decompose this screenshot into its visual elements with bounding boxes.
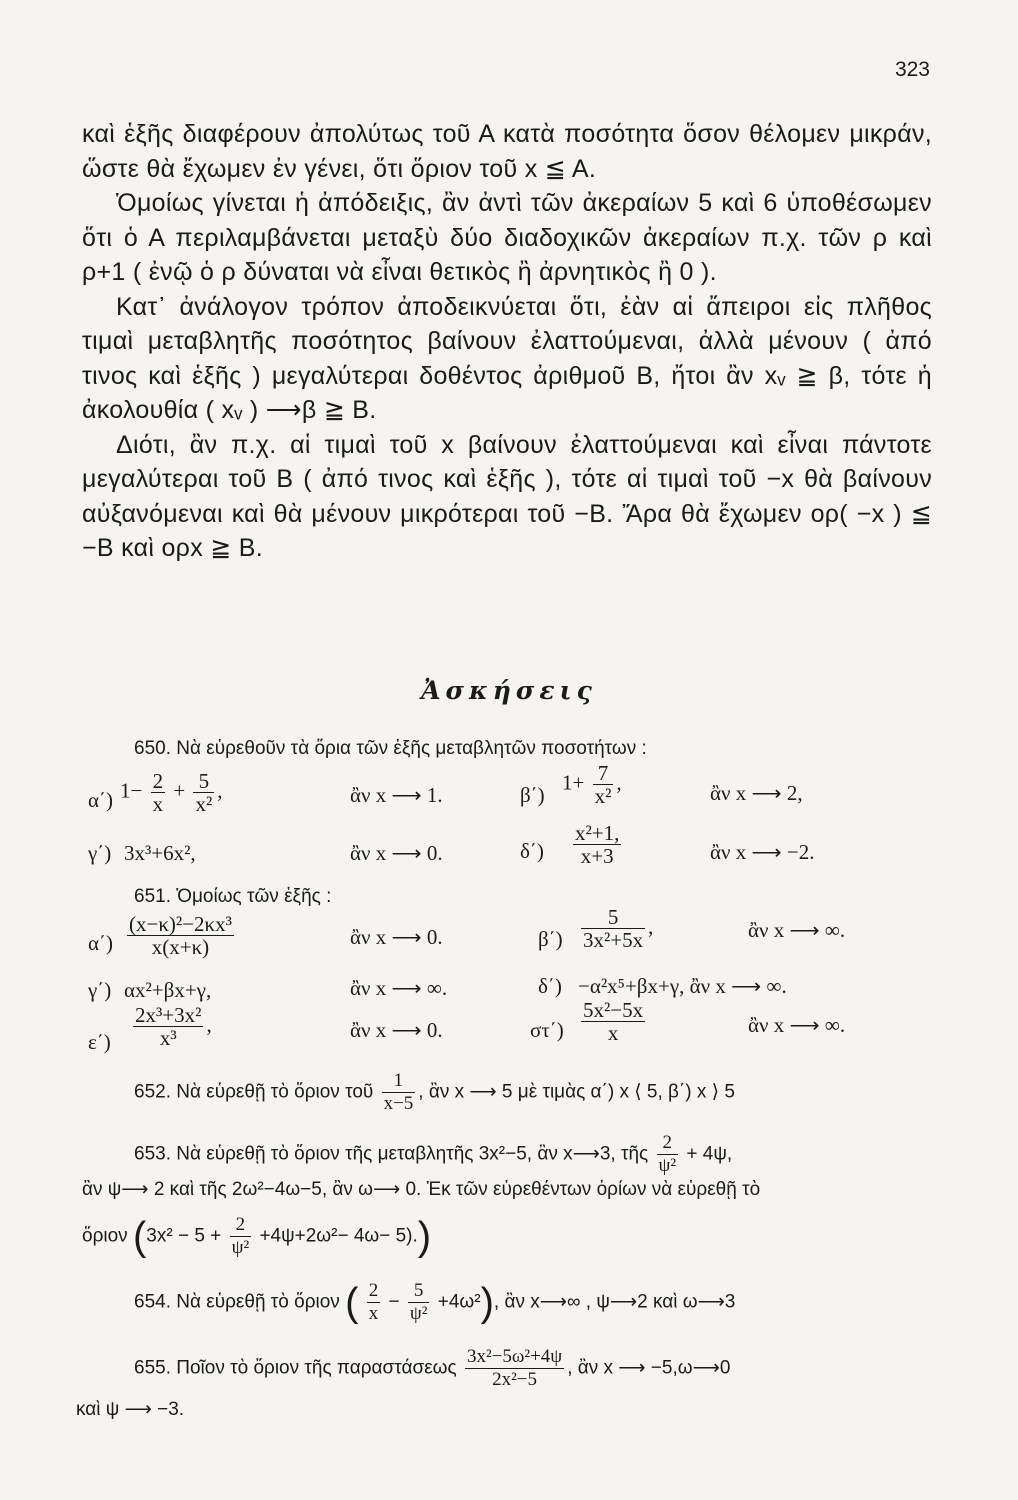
exercise-651f — [578, 999, 648, 1044]
exercise-650b — [562, 762, 622, 807]
fraction — [657, 1132, 679, 1177]
fraction — [581, 906, 645, 951]
exercise-651d-label: δ΄) — [538, 974, 562, 998]
exercise-651a-label: α΄) — [88, 931, 113, 955]
exercise-651e-label: ε΄) — [88, 1030, 111, 1054]
numerator: 2x³+3x² — [135, 1003, 202, 1027]
denominator: x — [368, 1303, 379, 1324]
exercise-651a — [124, 913, 237, 958]
numerator: 2 — [368, 1280, 379, 1301]
exercise-651d: −α²x⁵+βx+γ, ἂν x ⟶ ∞. — [578, 974, 787, 998]
expr-part: , — [648, 914, 654, 939]
fraction — [127, 913, 234, 958]
numerator: (x−κ)²−2κx³ — [129, 912, 232, 936]
exercise-651e-limit: ἂν x ⟶ 0. — [350, 1018, 443, 1042]
exercise-651f-label: στ΄) — [530, 1018, 564, 1042]
exercise-651c-limit: ἂν x ⟶ ∞. — [350, 976, 448, 1000]
fraction — [382, 1070, 416, 1115]
numerator: 5x²−5x — [583, 998, 644, 1022]
fraction — [367, 1280, 381, 1325]
numerator: 5 — [193, 770, 214, 793]
exercise-text: , ἂν x ⟶ 5 μὲ τιμὰς α΄) x ⟨ 5, β΄) x ⟩ 5 — [418, 1081, 735, 1103]
exercise-text: 653. Νὰ εὑρεθῇ τὸ ὅριον τῆς μεταβλητῆς 3x²−5, ἂν x⟶3, τῆς — [134, 1143, 649, 1165]
denominator: 2x²−5 — [492, 1369, 538, 1390]
exercise-655 — [134, 1346, 730, 1391]
exercise-651f-limit: ἂν x ⟶ ∞. — [748, 1013, 846, 1037]
expr-part: +4ω² — [437, 1291, 481, 1313]
exercise-text: , ἂν x ⟶ −5,ω⟶0 — [567, 1357, 731, 1379]
exercise-655-line2: καὶ ψ ⟶ −3. — [76, 1399, 185, 1420]
expr-part: 1− — [120, 778, 143, 803]
exercise-text: , ἂν x⟶∞ , ψ⟶2 καὶ ω⟶3 — [493, 1291, 736, 1313]
numerator: 5 — [581, 906, 645, 929]
proof-text — [82, 117, 932, 566]
exercises-heading: Ἀσκήσεις — [421, 676, 597, 705]
expr-part: +4ψ+2ω²− 4ω− 5). — [259, 1225, 418, 1247]
exercise-651b-limit: ἂν x ⟶ ∞. — [748, 918, 846, 942]
denominator: x+3 — [580, 844, 614, 868]
denominator: ψ² — [231, 1237, 250, 1258]
exercise-651-intro: 651. Ὁμοίως τῶν ἑξῆς : — [134, 886, 332, 907]
paragraph: Ὁμοίως γίνεται ἡ ἀπόδειξις, ἂν ἀντὶ τῶν ἀκεραίων 5 καὶ 6 ὑποθέσωμεν ὅτι ὁ Α περιλαμβάνεται μεταξὺ δύο διαδοχικῶν ἀκεραίων π.χ. τῶν ρ καὶ ρ+1 ( ἐνῷ ὁ ρ δύναται νὰ εἶναι θετικὸς ἢ ἀρνητικὸς ἢ 0 ). — [82, 189, 932, 286]
numerator: 2 — [657, 1132, 679, 1155]
expr-part: , — [206, 1012, 212, 1037]
exercise-654: 654. Νὰ εὑρεθῇ τὸ ὅριον ( $\frac{2}{x}$ − $\frac{5}{\text{ψ²}}$ +4ω²), ἂν x⟶∞ , ψ⟶2 καὶ ω⟶3 — [134, 1280, 736, 1325]
exercise-650d — [570, 822, 624, 867]
denominator: x — [607, 1021, 619, 1045]
numerator: 1 — [382, 1070, 416, 1093]
denominator: x³ — [159, 1026, 177, 1050]
exercise-650a — [120, 770, 222, 815]
denominator: 3x²+5x — [583, 928, 644, 952]
fraction — [465, 1346, 564, 1391]
exercise-651e — [130, 1004, 212, 1049]
fraction — [193, 770, 214, 815]
expr-part: 3x² − 5 + — [146, 1225, 222, 1247]
numerator: x²+1, — [575, 821, 620, 845]
expr-part: 1+ — [562, 770, 585, 795]
exercise-653-line2: ἂν ψ⟶ 2 καὶ τῆς 2ω²−4ω−5, ἂν ω⟶ 0. Ἐκ τῶν εὑρεθέντων ὁρίων νὰ εὑρεθῇ τὸ — [82, 1179, 761, 1200]
numerator: 2 — [152, 769, 164, 793]
exercise-650c: 3x³+6x², — [124, 841, 196, 865]
exercise-650a-limit: ἂν x ⟶ 1. — [350, 783, 443, 807]
denominator: x — [152, 792, 164, 816]
denominator: ψ² — [409, 1303, 428, 1324]
paragraph: καὶ ἑξῆς διαφέρουν ἀπολύτως τοῦ Α κατὰ ποσότητα ὅσον θέλομεν μικράν, ὥστε θὰ ἔχωμεν ἐν γένει, ὅτι ὅριον τοῦ x ≦ A. — [82, 120, 932, 183]
exercise-650b-limit: ἂν x ⟶ 2, — [710, 781, 803, 805]
exercise-text: 655. Ποῖον τὸ ὅριον τῆς παραστάσεως — [134, 1357, 457, 1379]
numerator: 7 — [593, 762, 614, 785]
exercise-650b-label: β΄) — [520, 783, 545, 807]
numerator: 3x²−5ω²+4ψ — [466, 1346, 563, 1367]
denominator: ψ² — [658, 1155, 677, 1176]
denominator: x−5 — [383, 1093, 414, 1114]
exercise-652 — [134, 1070, 735, 1115]
exercise-651c: αx²+βx+γ, — [124, 978, 212, 1002]
expr-part: − — [388, 1291, 400, 1313]
exercise-651c-label: γ΄) — [88, 978, 112, 1002]
exercise-650c-label: γ΄) — [88, 841, 112, 865]
exercise-text: ὅριον — [82, 1225, 128, 1247]
numerator: 2 — [230, 1214, 252, 1237]
exercise-text: + 4ψ, — [686, 1143, 733, 1165]
exercise-text: 652. Νὰ εὑρεθῇ τὸ ὅριον τοῦ — [134, 1081, 374, 1103]
fraction — [133, 1004, 203, 1049]
fraction — [408, 1280, 430, 1325]
fraction — [593, 762, 614, 807]
fraction — [573, 822, 621, 867]
denominator: x² — [195, 792, 213, 816]
exercise-650-intro: 650. Νὰ εὑρεθοῦν τὰ ὅρια τῶν ἑξῆς μεταβλητῶν ποσοτήτων : — [134, 738, 647, 759]
exercise-653 — [134, 1132, 732, 1177]
paragraph: Κατ᾽ ἀνάλογον τρόπον ἀποδεικνύεται ὅτι, ἐὰν αἱ ἄπειροι εἰς πλῆθος τιμαὶ μεταβλητῆς ποσότητος βαίνουν ἐλαττούμεναι, ἀλλὰ μένουν ( ἀπό τινος καὶ ἑξῆς ) μεγαλύτεραι δοθέντος ἀριθμοῦ Β, ἤτοι ἂν xᵥ ≧ β, τότε ἡ ἀκολουθία ( xᵥ ) ⟶β ≧ B. — [82, 292, 932, 424]
exercise-650d-limit: ἂν x ⟶ −2. — [710, 840, 815, 864]
exercise-text: 654. Νὰ εὑρεθῇ τὸ ὅριον — [134, 1291, 340, 1313]
expr-part: , — [217, 778, 223, 803]
expr-part: , — [616, 770, 622, 795]
exercise-651b — [578, 906, 653, 951]
exercise-651a-limit: ἂν x ⟶ 0. — [350, 925, 443, 949]
denominator: x(x+κ) — [151, 935, 210, 959]
exercise-653-line3: ὅριον (3x² − 5 + $\frac{2}{\text{ψ²}}$ +4ψ+2ω²− 4ω− 5).) — [82, 1214, 432, 1259]
fraction — [581, 999, 645, 1044]
page-number: 323 — [894, 58, 930, 81]
exercise-650a-label: α΄) — [88, 788, 113, 812]
fraction — [151, 770, 166, 815]
numerator: 5 — [408, 1280, 430, 1303]
exercise-650c-limit: ἂν x ⟶ 0. — [350, 841, 443, 865]
paragraph: Διότι, ἂν π.χ. αἱ τιμαὶ τοῦ x βαίνουν ἐλαττούμεναι καὶ εἶναι πάντοτε μεγαλύτεραι τοῦ Β ( ἀπό τινος καὶ ἑξῆς ), τότε αἱ τιμαὶ τοῦ −x θὰ βαίνουν αὐξανόμεναι καὶ θὰ μένουν μικρότεραι τοῦ −B. Ἄρα θὰ ἔχωμεν ορ( −x ) ≦ −B καὶ ορx ≧ B. — [82, 430, 932, 562]
exercise-651b-label: β΄) — [538, 927, 563, 951]
denominator: x² — [594, 784, 612, 808]
fraction — [230, 1214, 252, 1259]
expr-part: + — [173, 778, 186, 803]
exercise-650d-label: δ΄) — [520, 839, 544, 863]
